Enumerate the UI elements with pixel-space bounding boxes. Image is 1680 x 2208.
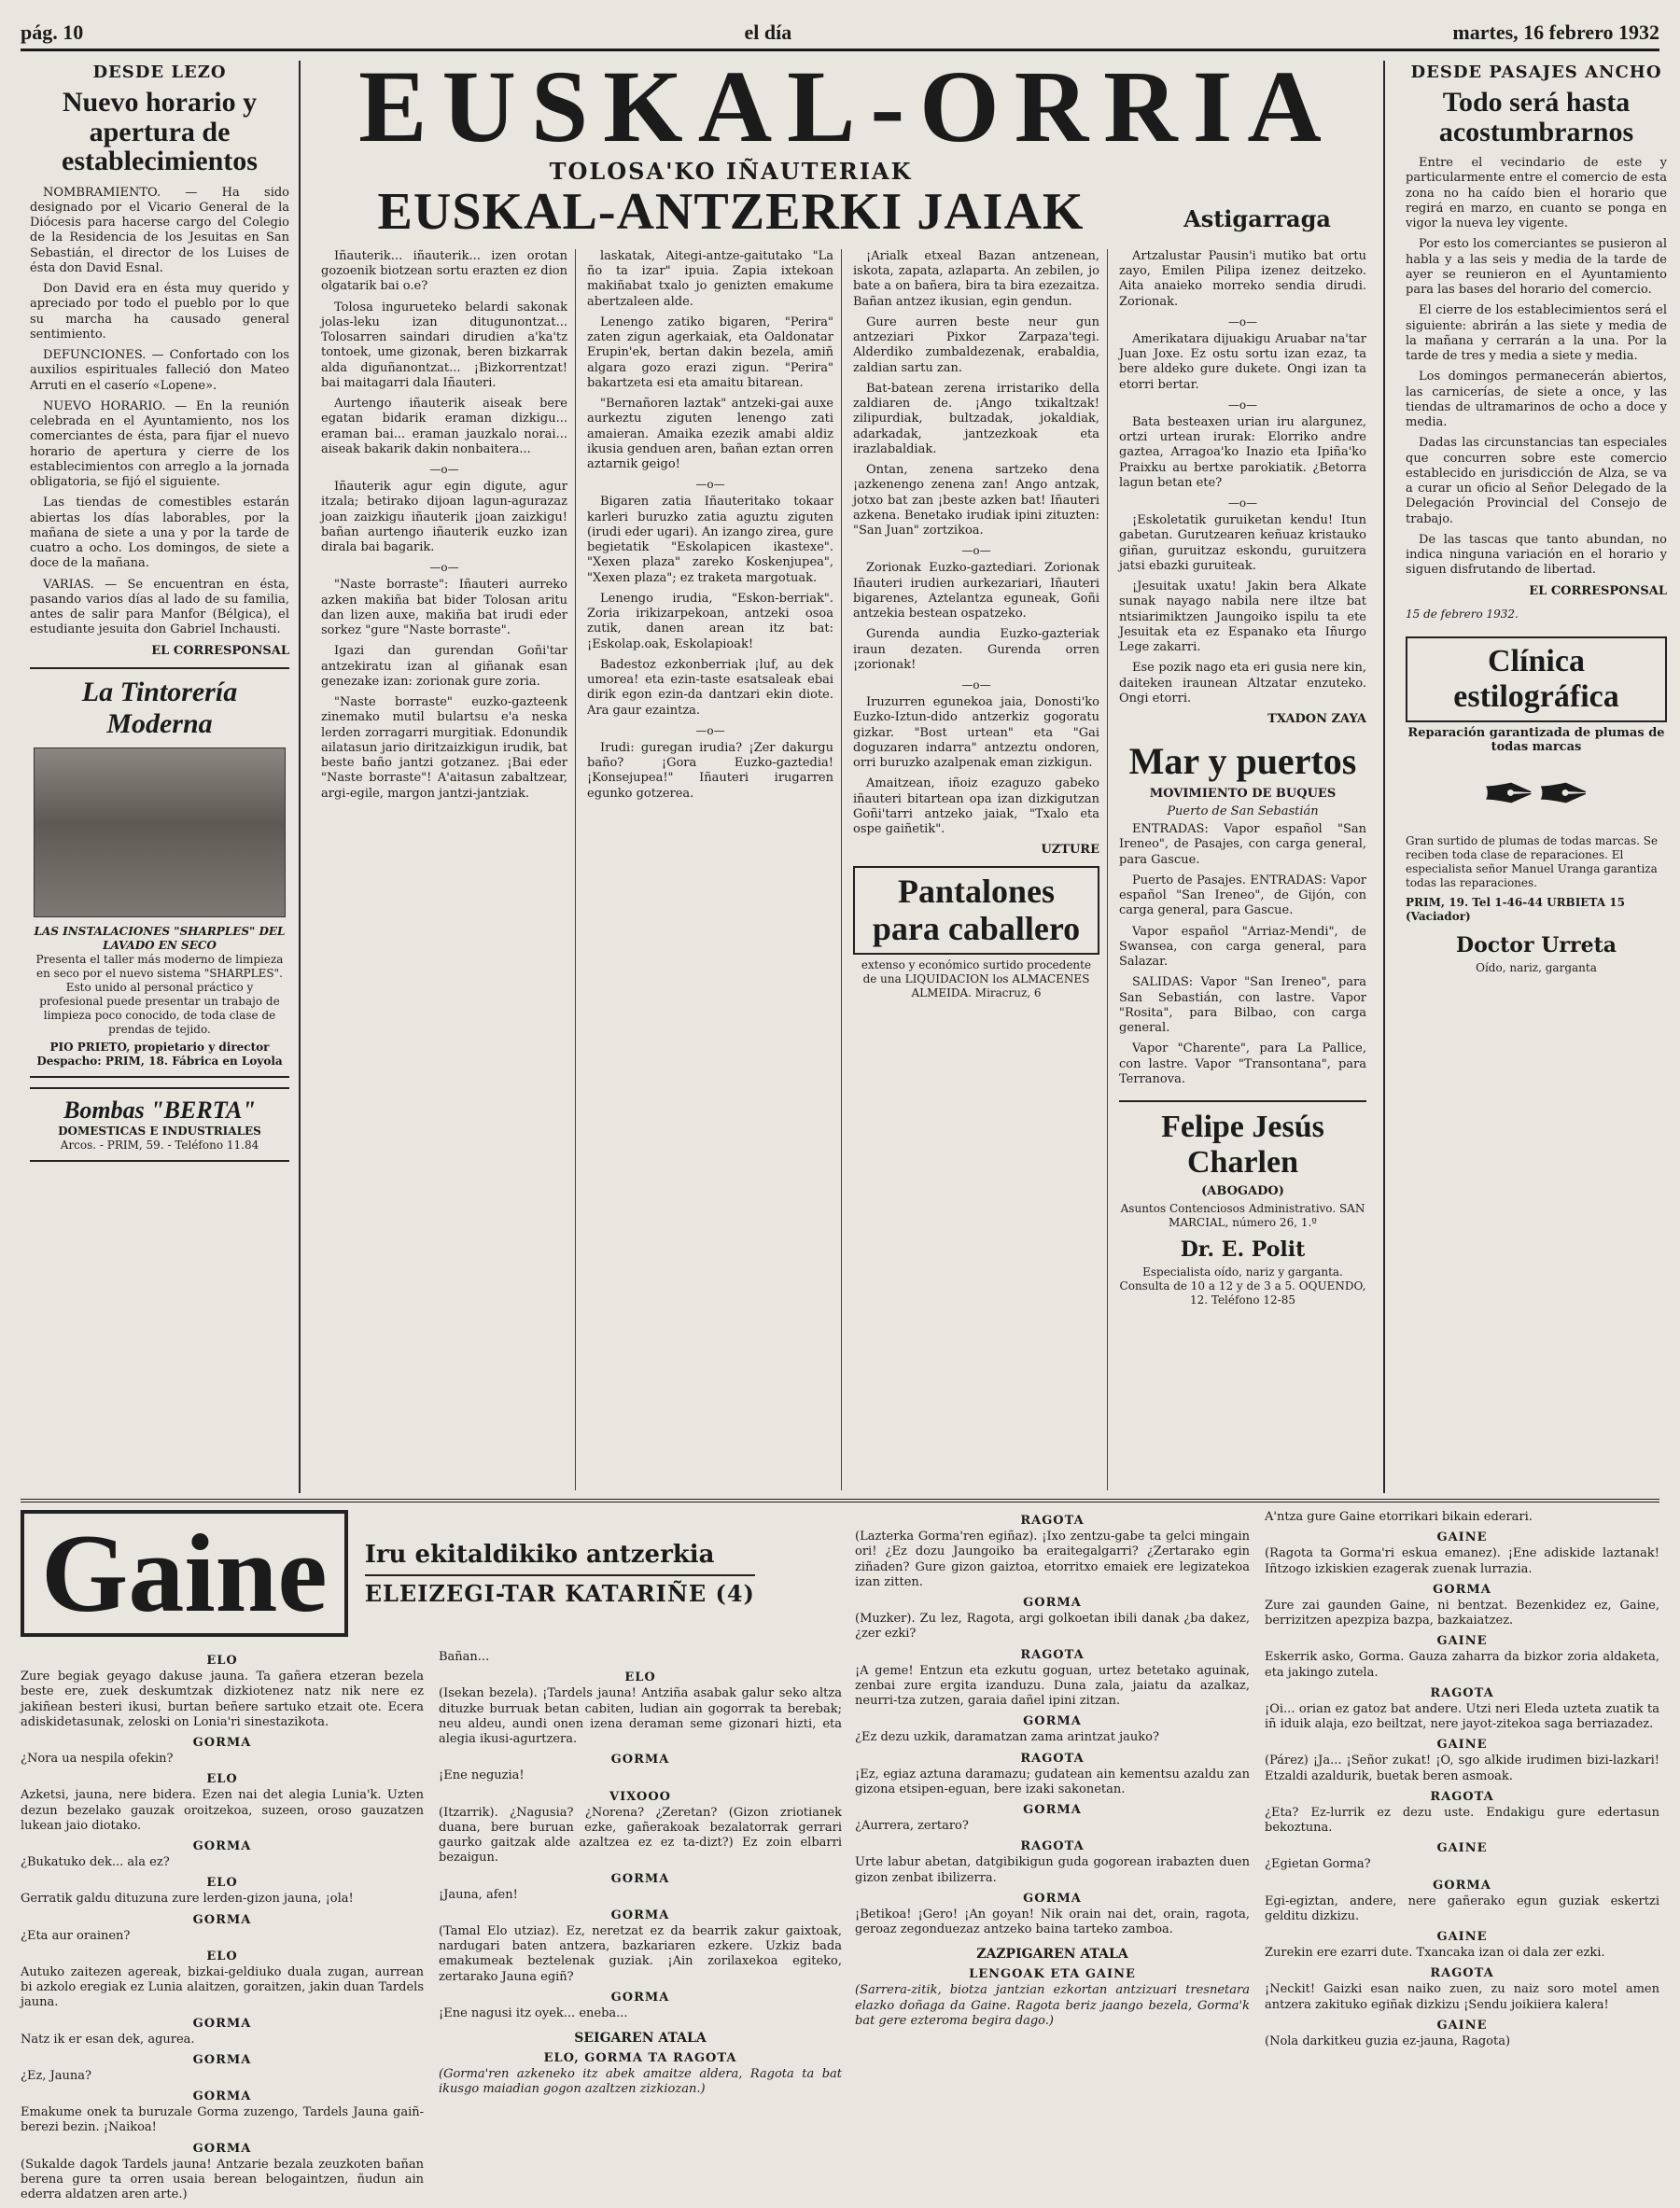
dialogue: A'ntza gure Gaine etorrikari bikain ederari. [1265,1510,1533,1524]
dialogue: ¡A geme! Entzun eta ezkutu goguan, urtez betetako aguinak, zenbai zure ergita izanduzu. Duna zala, jaiatu da azalkaz, neurri-tza zutzen, garaia dañel ipini zitzan. [855,1663,1250,1708]
left-headline: Nuevo horario y apertura de establecimientos [62,87,258,176]
dialogue: ¿Ez, Jauna? [21,2068,92,2083]
speaker: GORMA [192,1839,252,1853]
speaker: GORMA [610,1908,670,1922]
separator: —o— [961,544,991,558]
dialogue: ¡Betikoa! ¡Gero! ¡An goyan! Nik orain nai det, orain, ragota, geroaz zegonduezaz antzeko baina tarteko zamboa. [855,1907,1250,1936]
play-col-4 [1265,1510,1659,2208]
separator: —o— [429,561,459,575]
dialogue: Gerratik galdu dituzuna zure lerden-gizon jauna, ¡ola! [21,1892,354,1907]
dialogue: (Nola darkitkeu guzia ez-jauna, Ragota) [1265,2033,1511,2048]
dialogue: ¡Neckit! Gaizki esan naiko zuen, zu naiz soro motel amen antzera zakituko egiñak dizkizu ¡Sendu joikiiera kalera! [1265,1982,1659,2012]
mar-item: Vapor español "Arriaz-Mendi", de Swansea, con carga general, para Salazar. [1119,924,1366,970]
speaker: RAGOTA [1020,1647,1085,1662]
dialogue: ¿Nora ua nespila ofekin? [21,1752,174,1766]
right-date: 15 de febrero 1932. [1406,607,1519,621]
play-title: Gaine [21,1510,348,1637]
dialogue: Zure zai gaunden Gaine, ni bentzat. Bezenkidez ez, Gaine, berrizitzen apezpiza bazpa, bazkaiatzez. [1265,1598,1659,1628]
left-paragraph: NUEVO HORARIO. — En la reunión celebrada en el Ayuntamiento, nos los comerciantes de ésta, para fijar el nuevo horario de apertura y cierre de los establecimientos con arreglo a la jornada obligatoria, se fijó el siguiente. [30,398,289,489]
article-paragraph: ¡Eskoletatik guruiketan kendu! Itun gabetan. Gurutzearen keñuaz kristauko giñan, guruitzaz eskondu, guruitzera jatsi ebazki guruiteak. [1119,513,1366,573]
dialogue: Zurekin ere ezarri dute. Txancaka izan oi dala zer ezki. [1265,1946,1605,1960]
article-paragraph: Amerikatara dijuakigu Aruabar na'tar Juan Joxe. Ez ostu sortu izan ezaz, ta bere aldeko gure dukete. Ongi izan ta etorri bertar. [1119,331,1366,392]
article-paragraph: Ese pozik nago eta eri gusia nere kin, daiteken iraunean Altzatar enzuteko. Ongi etorri. [1119,661,1366,706]
speaker: GAINE [1436,1738,1488,1753]
dialogue: (Isekan bezela). ¡Tardels jauna! Antziña asabak galur seko altza dituzke burruak betan cabiten, ludian ain gogorrak ta berebak; neu aldeu, aundi onen izena deraman seme gizonari hizti, eta alegia ikusi-agurtzera. [439,1686,842,1746]
separator: —o— [1227,496,1258,510]
speaker: RAGOTA [1430,1685,1494,1700]
article-paragraph: Lenengo irudia, "Eskon-berriak". Zoria irikizarpekoan, antzeki osoa zutik, danen arean itz bat: ¡Eskolap.oak, Eskolapioak! [587,591,833,651]
dialogue: ¿Aurrera, zertaro? [855,1819,969,1833]
bombas-address: Arcos. - PRIM, 59. - Teléfono 11.84 [60,1138,259,1152]
scene-direction: (Gorma'ren azkeneko itz abek amaitze aldera, Ragota ta bat ikusgo maiadian gogon azaltzen zizkiozan.) [439,2067,842,2097]
tintoreria-caption: LAS INSTALACIONES "SHARPLES" DEL LAVADO EN SECO [34,924,286,952]
speaker: ELO [206,1876,238,1891]
dialogue: ¿Ez dezu uzkik, daramatzan zama arintzat jauko? [855,1730,1159,1745]
lawyer-ad-title: (ABOGADO) [1201,1184,1284,1199]
left-paragraph: NOMBRAMIENTO. — Ha sido designado por el Vicario General de la Diócesis para hacerse cargo del Colegio de la Residencia de los Jesuitas en San Sebastián, el director de los Luises de ésta don David Esnal. [30,185,289,275]
play-title-info [365,1541,755,1607]
dialogue: Emakume onek ta buruzale Gorma zuzengo, Tardels Jauna gaiñ-berezi bezin. ¡Naikoa! [21,2105,424,2135]
right-paragraph: Entre el vecindario de este y particularmente entre el comercio de esta zona no ha caído bien el horario que regirá en marzo, en cuanto se ponga en vigor la nueva ley vigente. [1406,156,1667,231]
mar-port: Puerto de San Sebastián [1167,804,1319,819]
paper-name: el día [744,21,792,44]
speaker: ELO [206,1949,238,1963]
article-paragraph: Artzalustar Pausin'i mutiko bat ortu zayo, Emilen Pilipa izenez deitzeko. Aita anaieko morreko sendia dirudi. Zorionak. [1119,248,1366,309]
doctor2-text: Oído, nariz, garganta [1476,960,1597,974]
tintoreria-title: La Tintorería Moderna [81,676,238,739]
dialogue: ¿Eta aur orainen? [21,1928,131,1943]
dialogue: Azketsi, jauna, nere bidera. Ezen nai det alegia Lunia'k. Uzten dezun bezelako gauzak oroitzekoa, suzeen, oroso gauzatzen lukean jaio diotako. [21,1788,424,1833]
play-columns-left [21,1650,842,2208]
article-paragraph: Gure aurren beste neur gun antzeziari Pixkor Zarpaza'tegi. Alderdiko zumbaldezenak, erabaldia, zaldian sartu zan. [853,314,1099,375]
article-paragraph: Iñauterik agur egin digute, agur itzala; betirako dijoan lagun-agurazaz joan zaizkigu iñauterik ¡joan zaizkigu! bañan aurtengo iñauterik euzko izan dirala bai bagarik. [321,480,567,555]
article-paragraph: Ontan, zenena sartzeko dena ¡azkenengo zenena zan! Ango antzak, jotxo bat zan ¡beste azken bat! Iñauteri azkena. Benetako irudiak ipini zituzten: "San Juan" zortzikoa. [853,463,1099,538]
mar-item: Puerto de Pasajes. ENTRADAS: Vapor español "San Ireneo", de Gijón, con carga general, para Gascue. [1119,873,1366,918]
dialogue: Autuko zaitezen agereak, bizkai-geldiuko duala zugan, aurrean bi azkolo eregiak ez Lunia alaitzen, goraitzen, jakin duan Tardels jauna. [21,1964,424,2010]
play-subtitle: Iru ekitaldikiko antzerkia [364,1540,715,1569]
play-col-1 [21,1650,424,2208]
scene2-direction: (Sarrera-zitik, biotza jantzian ezkortan antzizuari tresnetara elazko doñaga da Gaine. Ragota beriz jaango bezela, Gorma'k bat gere ezteroma begira dago.) [855,1983,1250,2028]
dialogue: Natz ik er esan dek, agurea. [21,2032,195,2047]
article-paragraph: Bat-batean zerena irristariko della zaldiaren de. ¡Ango txikaltzak! zilipurdiak, bultzadak, jokaldiak, adarkadak, jantzezkoak eta irazlabaldiak. [853,381,1099,456]
left-column [21,61,301,1493]
article-paragraph: Igazi dan gurendan Goñi'tar antzekiratu izan al giñanak esan genezake izan: zorionak gure zoria. [321,644,567,689]
center-col-4 [1119,249,1374,1490]
lawyer-ad-name: Felipe Jesús Charlen [1119,1100,1366,1181]
speaker: GORMA [1023,1891,1082,1906]
article-paragraph: Aurtengo iñauterik aiseak bere egatan bidarik eraman dizkigu... eraman bai... eraman jauzkalo norai... aiseak bakarik dakin nonbaitera... [321,397,567,456]
right-section-title: DESDE PASAJES ANCHO [1410,63,1662,82]
speaker: GORMA [192,2016,252,2031]
dialogue: Zure begiak geyago dakuse jauna. Ta gañera etzeran bezela beste ere, zuek deskumtzak dizkiotenez natz nik nere ez jakiñean besteri ikusi, burtan beñere sartuko etzait ote. Ecera adiskidetasunak, zeloski on Lonia'ri sinestazikota. [21,1670,424,1729]
tintoreria-owner: PIO PRIETO, propietario y director [49,1040,270,1054]
doctor2-name: Doctor Urreta [1455,932,1617,957]
dialogue: ¡Oi... orian ez gatoz bat andere. Utzi neri Eleda uzteta zuatik ta iñ iduik alaja, ezo beiltzat, nere jayot-zitekoa saga berriazadez. [1265,1701,1659,1731]
dialogue: (Tamal Elo utziaz). Ez, neretzat ez da bearrik zakur gaixtoak, nardugari baten antzera, bazkariaren ezkere. Uzkiz bada emakumeak beztelenak guziak. ¡Ain zorilaxekoa egiteko, zertarako Jauna egiñ? [439,1923,842,1984]
dialogue: (Itzarrik). ¿Nagusia? ¿Norena? ¿Zeretan? (Gizon zriotianek duana, bere buruan ezke, gañerakoak bezalatorrak gerrari gaurko gaitzak alde azaltzea ez ez ta-dizt?) Ez zoin elbarri bezaigun. [439,1805,842,1866]
issue-date: martes, 16 febrero 1932 [1452,21,1659,44]
article-paragraph: "Naste borraste": Iñauteri aurreko azken makiña bat bider Tolosan aritu dan lizen auxe, makiña bat irudi eder sorkez "gure "Naste borraste". [321,578,567,638]
separator: —o— [429,463,459,477]
clinic-text: Gran surtido de plumas de todas marcas. Se reciben toda clase de reparaciones. El especialista señor Manuel Uranga garantiza todas las reparaciones. [1406,833,1659,889]
dialogue: ¡Jauna, afen! [439,1887,518,1902]
header-strip [21,17,1659,51]
doctor-ad-name: Dr. E. Polit [1180,1237,1306,1263]
article-paragraph: Irudi: guregan irudia? ¡Zer dakurgu baño? ¡Gora Euzko-gaztedia! ¡Konsejupea!" Iñauteri irugarren egunko gotzerea. [587,740,833,801]
speaker: GORMA [610,1871,670,1886]
speaker: GAINE [1436,1634,1488,1649]
right-paragraph: El cierre de los establecimientos será el siguiente: abrirán a las siete y media de la mañana y cerrarán a la una. Por la tarde de tres y media a siete y media. [1406,303,1667,363]
article-paragraph: Amaitzean, iñoiz ezaguzo gabeko iñauteri bitartean opa izan dizkigutzan Goñi'tarri antzeko jaiak, "Txalo eta ospe gaiñetik". [853,776,1099,837]
txadon-signature: TXADON ZAYA [1267,712,1366,727]
speaker: VIXOOO [609,1789,671,1804]
masthead-sub [321,158,1374,240]
mar-item: SALIDAS: Vapor "San Ireneo", para San Sebastián, con lastre. Vapor "Rosita", para Bilbao, con carga general. [1119,975,1366,1036]
dialogue: (Sukalde dagok Tardels jauna! Antzarie bezala zeuzkoten bañan berena gure ta orren usaia berean belogaintzen, ñudun ain ederra aldatzen aren arte.) [21,2157,424,2201]
speaker: GAINE [1436,1530,1488,1545]
article-paragraph: Bigaren zatia Iñauteritako tokaar karleri buruzko zatia aguztu ziguten (irudi eder ugari). An izango zirea, gure begietatik "Eskolapicen ikastexe". "Xexen plaza" zareko Koskenjupea", "Xexen plaza"; ez traketa margotuak. [587,495,833,585]
right-column [1396,61,1676,1493]
dialogue: Urte labur abetan, datgibikigun guda gogorean irabazten duen gizon zenbat ibilizerra. [855,1855,1250,1885]
separator: —o— [1227,398,1258,412]
clinic-address: PRIM, 19. Tel 1-46-44 URBIETA 15 (Vaciador) [1406,895,1625,923]
right-headline: Todo será hasta acostumbrarnos [1438,87,1634,147]
play-header [21,1510,842,1637]
speaker: GORMA [1023,1714,1082,1729]
mar-sub: MOVIMIENTO DE BUQUES [1149,787,1337,802]
speaker: RAGOTA [1020,1751,1085,1766]
dialogue: (Ragota ta Gorma'ri eskua emanez). ¡Ene adiskide laztanak! Iñtzogo izkiskien ezagerak zuenak lurrazia. [1265,1546,1659,1576]
separator: —o— [695,478,725,492]
dialogue: ¿Egietan Gorma? [1265,1857,1371,1872]
left-section-title: DESDE LEZO [92,63,227,82]
pens-icon: ✒✒ [1481,755,1591,832]
tolosa-subtitle: TOLOSA'KO IÑAUTERIAK [549,158,913,185]
right-paragraph: Por esto los comerciantes se pusieron al habla y a las seis y media de la tarde de ayer se reunieron en el Ayuntamiento para las bases del horario del comercio. [1406,237,1667,297]
play-col-3 [855,1510,1250,2208]
speaker: RAGOTA [1430,1966,1494,1981]
dialogue: (Párez) ¡Ja... ¡Señor zukat! ¡O, sgo alkide irudimen bizi-lazkari! Etzaldi azaldurik, buetak beren asmoak. [1265,1754,1659,1783]
tintoreria-text: Presenta el taller más moderno de limpieza en seco por el nuevo sistema "SHARPLES". Esto unido al personal práctico y profesional puede presentar un trabajo de limpieza poco conocido, de toda clase de prendas de tejido. [35,952,284,1036]
clinic-sub: Reparación garantizada de plumas de todas marcas [1407,725,1665,754]
speaker: GORMA [1023,1803,1082,1817]
doctor-ad-text: Especialista oído, nariz y garganta. Consulta de 10 a 12 y de 3 a 5. OQUENDO, 12. Teléfono 12-85 [1119,1265,1366,1307]
main-headline: EUSKAL-ANTZERKI JAIAK [377,183,1085,241]
center-col-2 [587,249,842,1490]
dialogue: ¡Ene nagusi itz oyek... eneba... [439,2005,628,2020]
article-paragraph: Badestoz ezkonberriak ¡luf, au dek umorea! eta ezin-taste esatsaleak ebai dirik egon ezin-da dantzari ekin diote. Ara gaur ezaintza. [587,657,833,718]
lower-section [21,1510,1659,2201]
right-signature: EL CORRESPONSAL [1529,583,1667,598]
astigarraga-head: Astigarraga [1183,204,1331,232]
uzture-signature: UZTURE [1041,843,1099,858]
pantalones-ad-title: Pantalones para caballero [853,866,1099,955]
dialogue: ¡Ene neguzia! [439,1768,525,1783]
mar-puertos-head: Mar y puertos [1128,740,1357,783]
bombas-text: DOMESTICAS E INDUSTRIALES [58,1124,261,1138]
speaker: RAGOTA [1020,1839,1085,1854]
speaker: ELO [206,1772,238,1787]
dialogue: Bañan... [439,1650,490,1664]
article-paragraph: Lenengo zatiko bigaren, "Perira" zaten zigun agerkaiak, eta Oaldonatar Erupin'ek, bertan dakin bezela, amiñ algara gozo erazi zigun. "Perira" bakartzeta esi eta amaitu bitarean. [587,314,833,390]
speaker: GORMA [192,2052,252,2067]
scene2-characters: LENGOAK ETA GAINE [969,1967,1136,1982]
tintoreria-photo [34,748,286,917]
dialogue: ¡Ez, egiaz aztuna daramazu; gudatean ain kementsu azaldu zan gizona etsipen-eguan, bere izaki sakonetan. [855,1767,1250,1796]
left-paragraph: Don David era en ésta muy querido y apreciado por todo el pueblo por lo que su marcha ha causado general sentimiento. [30,282,289,342]
lawyer-ad-text: Asuntos Contenciosos Administrativo. SAN MARCIAL, número 26, 1.º [1120,1202,1365,1230]
center-block [312,49,1385,1493]
tintoreria-address: Despacho: PRIM, 18. Fábrica en Loyola [36,1054,283,1068]
play-columns-right [855,1510,1659,2208]
center-columns [321,249,1374,1490]
dialogue: Eskerrik asko, Gorma. Gauza zaharra da bizkor zoria aldaketa, eta jakingo zutela. [1265,1650,1659,1680]
article-paragraph: Gurenda aundia Euzko-gazteriak iraun dezaten. Gurenda orren ¡zorionak! [853,627,1099,672]
bombas-ad [30,1087,289,1162]
pantalones-ad-text: extenso y económico surtido procedente de una LIQUIDACION los ALMACENES ALMEIDA. Miracruz, 6 [861,958,1092,1000]
left-paragraph: DEFUNCIONES. — Confortado con los auxilios espirituales falleció don Mateo Arruti en el caserío «Lopene». [30,348,289,393]
article-paragraph: ¡Arialk etxeal Bazan antzenean, iskota, zapata, azlaparta. An zebilen, jo bate a on bañera, bira ta bira ezezaitza. Bañan antzez ikusian, egin gendun. [853,248,1099,309]
article-paragraph: laskatak, Aitegi-antze-gaitutako "La ño ta izar" ipuia. Zapia ixtekoan makiñabat txalo jo genizten emakume abertzaleen alde. [587,248,833,309]
speaker: GORMA [192,1912,252,1927]
speaker: ELO [206,1654,238,1668]
article-paragraph: Iruzurren egunekoa jaia, Donosti'ko Euzko-Iztun-dido antzerkiz gogoratu gizkar. "Bost urtean" eta "Gai doguzaren indarra" antzeztu ondoren, orri buruzko azalpenak eman zizkigun. [853,695,1099,771]
article-paragraph: Tolosa ingurueteko belardi sakonak jolas-leku izan ditugunontzat... Tolosarren saindari dirudien a'ka'tz tontoek, ume gizonak, beren bizkarrak alda diguñanontzat... ¡Bizkorrentzat! bai maitagarri dala Iñauteri. [321,300,567,390]
dialogue: Egi-egiztan, andere, nere gañerako egun guziak eskertzi gelditu dizkizu. [1265,1894,1659,1923]
upper-section [21,49,1667,1493]
speaker: GORMA [192,2141,252,2156]
separator: —o— [695,723,725,737]
speaker: GORMA [610,1753,670,1768]
dialogue: ¿Bukatuko dek... ala ez? [21,1855,170,1869]
center-col-1 [321,249,576,1490]
mar-item: ENTRADAS: Vapor español "San Ireneo", de Pasajes, con carga general, para Gascue. [1119,822,1366,867]
headline-group [321,158,1141,240]
play-col-2 [439,1650,842,2208]
separator: —o— [961,678,991,692]
article-paragraph: Bata besteaxen urian iru alargunez, ortzi urtean irurak: Elorriko andre gaztea, Arragoa'ko Inazio eta Ipiña'ko Praixku au bertxe parokiatik. ¿Betorra lagun betan ete? [1119,414,1366,490]
section-divider [21,1499,1659,1502]
speaker: GORMA [610,1990,670,2005]
speaker: GAINE [1436,2018,1488,2033]
left-paragraph: VARIAS. — Se encuentran en ésta, pasando varios días al lado de su familia, antes de salir para Manfor (Bélgica), el estudiante jesuita don Gabriel Inchausti. [30,577,289,637]
speaker: RAGOTA [1430,1789,1494,1804]
masthead: EUSKAL-ORRIA [358,49,1337,163]
article-paragraph: "Bernañoren laztak" antzeki-gai auxe aurkeztu ziguten lenengo zati amaieran. Amaika ezezik amabi aldiz ikusia genduen aren, bañan eztan orren aztarnik geigo! [587,397,833,472]
right-paragraph: Dadas las circunstancias tan especiales que concurren sobre este comercio establecido en jurisdicción de Alza, se va a curar un oficio al Señor Delegado de la Delegación Provincial del Consejo de trabajo. [1406,436,1667,526]
speaker: GORMA [1433,1878,1491,1893]
play-left [21,1510,842,2208]
bombas-title: Bombas "BERTA" [63,1096,256,1124]
dialogue: ¿Eta? Ez-lurrik ez dezu uste. Endakigu gure edertasun bekoztuna. [1265,1805,1659,1835]
article-paragraph: Zorionak Euzko-gaztediari. Zorionak Iñauteri irudien aurkezariari, Iñauteri bigarenes, Aztelantza eguneak, Goñi antzekia bestean ospatzeko. [853,561,1099,622]
right-paragraph: Los domingos permanecerán abiertos, las carnicerías, de siete a once, y las tiendas de ultramarinos de ocho a doce y media. [1406,370,1667,429]
scene2-heading: ZAZPIGAREN ATALA [976,1947,1128,1963]
speaker: ELO [624,1670,656,1685]
separator: —o— [1227,314,1258,328]
speaker: GORMA [192,2089,252,2103]
left-paragraph: Las tiendas de comestibles estarán abiertas los días laborables, por la mañana de siete a una y por la tarde de cuatro a ocho. Los domingos, de siete a doce de la mañana. [30,496,289,571]
tintoreria-ad [30,667,289,1078]
play-author: ELEIZEGI-TAR KATARIÑE (4) [365,1574,755,1607]
article-paragraph: "Naste borraste" euzko-gazteenk zinemako mutil bulartsu e'a neska lerden zorragarri murgitiak. Edonundik ailatasun jario diritzaizkigun irudik, bat beste baño jantzi gotzanez. ¡Bai eder "Naste borraste"! A'aitasun zabaltzear, argi-egile, margon jantzi-jantziak. [321,695,567,801]
speaker: GORMA [1023,1596,1082,1610]
left-signature: EL CORRESPONSAL [151,643,289,658]
speaker: RAGOTA [1020,1514,1085,1528]
scene-heading: SEIGAREN ATALA [574,2031,707,2046]
speaker: GAINE [1436,1930,1488,1944]
dialogue: (Muzker). Zu lez, Ragota, argi golkoetan ibili danak ¿ba dakez, ¿zer ezki? [855,1612,1250,1642]
speaker: GORMA [192,1736,252,1750]
page-number: pág. 10 [21,21,84,44]
article-paragraph: Iñauterik... iñauterik... izen orotan gozoenik biotzean sortu erazten ez dion olgatarik bai o.e? [321,248,567,294]
center-col-3 [853,249,1108,1490]
dialogue: (Lazterka Gorma'ren egiñaz). ¡Ixo zentzu-gabe ta gelci mingain ori! ¿Ez dozu Jaungoiko ba eraitegalgarri? ¿Zertarako egin ziñaden? Gure gizon gaiztoa, etorritxo emaiek ere legizatekoa izan zitten. [855,1530,1250,1589]
speaker: GAINE [1436,1841,1488,1856]
speaker: GORMA [1433,1582,1491,1597]
article-paragraph: ¡Jesuitak uxatu! Jakin bera Alkate sunak nayago nabila nere iltze bat ntsiarimiktzen Jaungoiko ispilu ta ete Jesuitak eta ez Espanako eta Iñurgo Lege zakarri. [1119,580,1366,655]
scene-characters: ELO, GORMA TA RAGOTA [543,2051,737,2065]
right-paragraph: De las tascas que tanto abundan, no indica ninguna variación en el horario y siguen disfrutando de libertad. [1406,532,1667,578]
clinic-title: Clínica estilográfica [1406,636,1667,722]
mar-item: Vapor "Charente", para La Pallice, con lastre. Vapor "Transontana", para Terranova. [1119,1041,1366,1086]
